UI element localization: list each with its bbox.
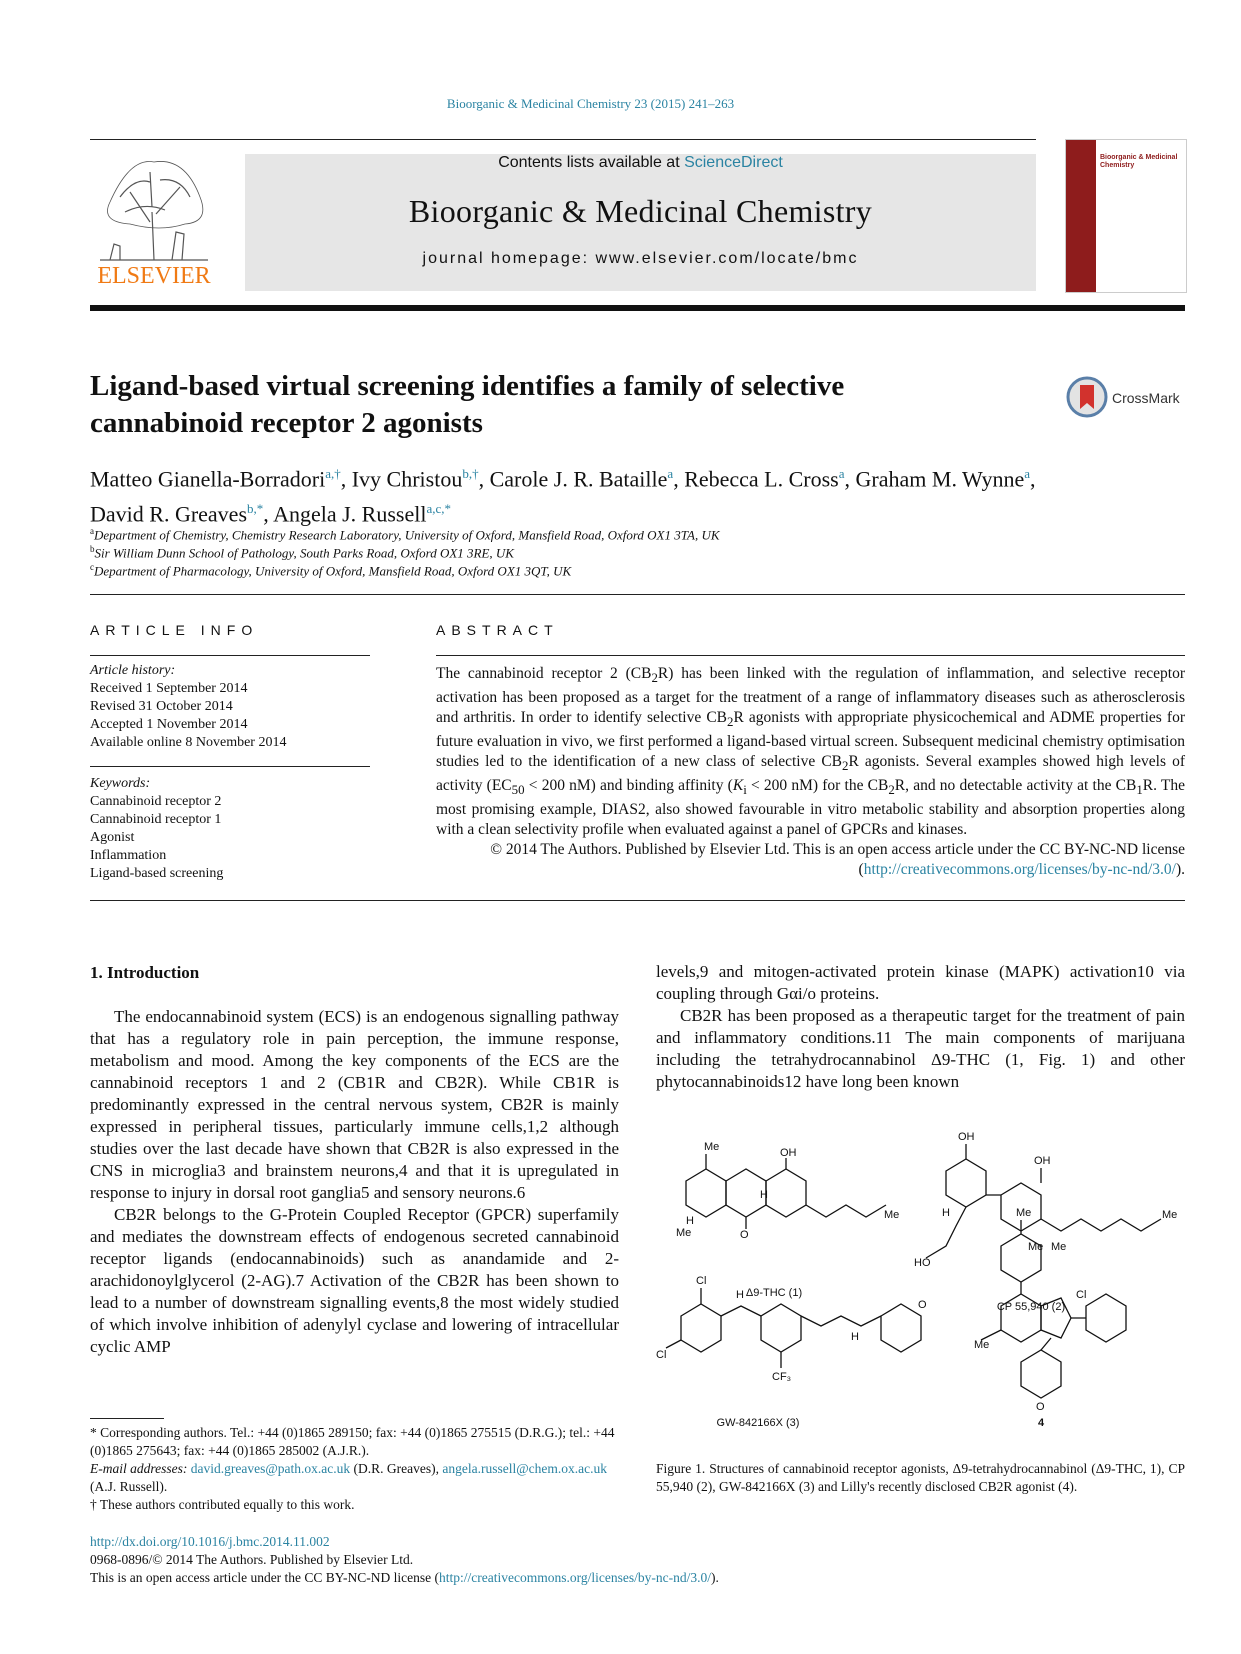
author-sup[interactable]: a,c,* bbox=[426, 501, 451, 517]
svg-text:H: H bbox=[736, 1289, 744, 1301]
email-link[interactable]: angela.russell@chem.ox.ac.uk bbox=[442, 1461, 607, 1476]
license-link[interactable]: http://creativecommons.org/licenses/by-nc-nd/3.0/ bbox=[863, 861, 1176, 879]
accepted-date: Accepted 1 November 2014 bbox=[90, 717, 248, 732]
divider bbox=[90, 766, 370, 767]
issn-line: 0968-0896/© 2014 The Authors. Published by Elsevier Ltd. bbox=[90, 1552, 414, 1567]
contents-line bbox=[245, 154, 1036, 171]
email-note bbox=[90, 1460, 619, 1496]
journal-name: Bioorganic & Medicinal Chemistry bbox=[408, 193, 873, 229]
author-sup[interactable]: b,† bbox=[462, 466, 479, 481]
keyword: Inflammation bbox=[90, 848, 167, 863]
article-history bbox=[90, 662, 370, 752]
crossmark-icon bbox=[1066, 376, 1108, 418]
svg-text:H: H bbox=[851, 1331, 859, 1343]
svg-text:O: O bbox=[918, 1299, 927, 1311]
paragraph: The endocannabinoid system (ECS) is an endogenous signalling pathway that has a regulatory role in pain perception, the immune response, metabolism and mood. Among the key components of the ECS are the cannabinoid receptors 1 and 2 (CB1R and CB2R). While CB1R is predominantly expressed in the central nervous system, CB2R is mainly expressed in peripheral tissues, particularly immune cells,1,2 although studies over the last decade have shown that CB2R is also expressed in the CNS in microglia3 and brainstem neurons,4 and that it is upregulated in response to injury in dorsal root ganglia5 and sensory neurons.6 bbox=[90, 1007, 619, 1202]
chemical-structures bbox=[656, 1126, 1185, 1446]
title-line-1: Ligand-based virtual screening identifies a family of selective bbox=[90, 370, 845, 402]
abstract-heading: ABSTRACT bbox=[436, 622, 559, 638]
svg-text:Me: Me bbox=[884, 1209, 900, 1221]
svg-text:OH: OH bbox=[1034, 1155, 1051, 1167]
received-date: Received 1 September 2014 bbox=[90, 681, 248, 696]
svg-text:Me: Me bbox=[676, 1227, 692, 1239]
email-label: E-mail addresses: bbox=[90, 1461, 188, 1476]
divider bbox=[90, 594, 1185, 595]
title-line-2: cannabinoid receptor 2 agonists bbox=[90, 407, 483, 439]
affiliation-text: Department of Pharmacology, University of Oxford, Mansfield Road, Oxford OX1 3QT, UK bbox=[94, 563, 572, 579]
svg-text:CF₃: CF₃ bbox=[772, 1371, 792, 1383]
elsevier-logo bbox=[90, 152, 218, 290]
abstract-text: The cannabinoid receptor 2 $(CB_2R)$ has been linked with the regulation of inflammation, and selective receptor activation has been proposed as a target for the treatment of a range of inflammatory diseases such as atherosclerosis and arthritis. In order to identify selective $CB_2R$ agonists with appropriate physicochemical and ADME properties for future evaluation in vivo, we first performed a ligand-based virtual screen. Subsequent medicinal chemistry optimisation studies led to the identification of a new class of selective $CB_2R$ agonists. Several examples showed high levels of activity ($EC_{50} < 200$ nM) and binding affinity ($K_i < 200$ nM) for the $CB_2R$, and no detectable activity at the $CB_1R$. The most promising example, DIAS2, also showed favourable in vitro metabolic stability and absorption properties along with a clean selectivity profile when evaluated against a panel of GPCRs and kinases. bbox=[436, 665, 1186, 839]
author: Rebecca L. Cross bbox=[684, 466, 839, 492]
contents-prefix: Contents lists available at bbox=[498, 154, 685, 171]
svg-text:OH: OH bbox=[958, 1131, 975, 1143]
email-link[interactable]: david.greaves@path.ox.ac.uk bbox=[190, 1461, 351, 1476]
affiliation bbox=[90, 562, 571, 579]
online-date: Available online 8 November 2014 bbox=[90, 735, 287, 750]
history-label: Article history: bbox=[90, 663, 176, 678]
header-thick-rule bbox=[90, 305, 1185, 311]
svg-text:Cl: Cl bbox=[1076, 1289, 1087, 1301]
figure-1 bbox=[656, 1126, 1185, 1429]
structure-label: 4 bbox=[1037, 1417, 1045, 1429]
svg-text:Me: Me bbox=[704, 1141, 720, 1153]
abstract-body bbox=[436, 664, 1185, 880]
author: Ivy Christou bbox=[351, 466, 463, 492]
page-footer bbox=[90, 1533, 1185, 1587]
equal-contribution-note: † These authors contributed equally to this work. bbox=[90, 1497, 355, 1512]
cover-spine bbox=[1066, 140, 1096, 292]
svg-text:H: H bbox=[760, 1189, 768, 1201]
body-right-column bbox=[656, 961, 1185, 1093]
author-list: Matteo Gianella-Borradori$^{a,\dagger}$, Ivy Christou$^{b,\dagger}$, Carole J. R. Bataille$^a$, Rebecca L. Cross$^a$, Graham M. Wynne$^a$, David R. Greaves$^{b,*}$, Angela J. Russell$^{a,c,*}$ bbox=[90, 466, 1036, 527]
svg-text:Me: Me bbox=[974, 1339, 990, 1351]
corresponding-note: * Corresponding authors. Tel.: +44 (0)1865 289150; fax: +44 (0)1865 275515 (D.R.G.); tel.: +44 (0)1865 275643; fax: +44 (0)1865 285002 (A.J.R.). bbox=[90, 1425, 615, 1458]
body-left-column bbox=[90, 1006, 619, 1358]
journal-cover[interactable] bbox=[1065, 139, 1187, 293]
elsevier-tree-icon bbox=[90, 152, 218, 262]
section-heading: 1. Introduction bbox=[90, 963, 200, 982]
footnotes bbox=[90, 1424, 619, 1514]
header-rule bbox=[90, 139, 1036, 140]
footnote-rule bbox=[90, 1418, 164, 1419]
revised-date: Revised 31 October 2014 bbox=[90, 699, 233, 714]
svg-text:OH: OH bbox=[780, 1147, 797, 1159]
keyword: Cannabinoid receptor 1 bbox=[90, 812, 222, 827]
svg-text:Me: Me bbox=[1162, 1209, 1178, 1221]
email-owner: (A.J. Russell). bbox=[90, 1479, 168, 1494]
svg-text:O: O bbox=[1036, 1401, 1045, 1413]
license-link[interactable]: http://creativecommons.org/licenses/by-nc-nd/3.0/ bbox=[439, 1570, 711, 1585]
open-access-line: This is an open access article under the CC BY-NC-ND license (http://creativecommons.org/licenses/by-nc-nd/3.0/). bbox=[90, 1570, 719, 1585]
paragraph: CB2R belongs to the G-Protein Coupled Receptor (GPCR) superfamily and mediates the downstream effects of endogenous secreted cannabinoid receptor ligands (endocannabinoids) such as anandamide and 2-arachidonoylglycerol (2-AG).7 Activation of the CB2R has been shown to lead to a number of downstream signalling events,8 the most widely studied of which involve inhibition of adenylyl cyclase and lowering of intracellular cyclic AMP bbox=[90, 1205, 619, 1356]
abstract-license: © 2014 The Authors. Published by Elsevier Ltd. This is an open access article under the CC BY-NC-ND license (http://creativecommons.org/licenses/by-nc-nd/3.0/). bbox=[490, 841, 1185, 879]
author: Carole J. R. Bataille bbox=[489, 466, 668, 492]
affiliation bbox=[90, 544, 514, 561]
author-sup[interactable]: a,† bbox=[325, 466, 341, 481]
svg-text:Cl: Cl bbox=[696, 1275, 707, 1287]
article-info-heading: ARTICLE INFO bbox=[90, 622, 259, 638]
publisher-name: ELSEVIER bbox=[97, 263, 211, 289]
author-sup[interactable]: b,* bbox=[247, 501, 264, 517]
keywords bbox=[90, 775, 370, 883]
email-owner: (D.R. Greaves), bbox=[353, 1461, 439, 1476]
structure-label: GW-842166X (3) bbox=[716, 1417, 800, 1429]
svg-text:H: H bbox=[686, 1215, 694, 1227]
svg-text:Me: Me bbox=[1016, 1207, 1032, 1219]
crossmark-badge[interactable] bbox=[1066, 376, 1186, 422]
journal-banner bbox=[245, 154, 1036, 291]
keyword: Agonist bbox=[90, 830, 135, 845]
keywords-label: Keywords: bbox=[90, 776, 151, 791]
affiliation-sup: a bbox=[90, 526, 94, 536]
author-sup[interactable]: a bbox=[838, 466, 845, 481]
figure-caption: Figure 1. Structures of cannabinoid receptor agonists, Δ9-tetrahydrocannabinol (Δ9-THC, 1), CP 55,940 (2), GW-842166X (3) and Lilly's recently disclosed CB2R agonist (4). bbox=[656, 1461, 1185, 1494]
keyword: Cannabinoid receptor 2 bbox=[90, 794, 222, 809]
author: David R. Greaves bbox=[90, 501, 248, 527]
doi-link[interactable]: http://dx.doi.org/10.1016/j.bmc.2014.11.002 bbox=[90, 1534, 330, 1549]
affiliation-text: Department of Chemistry, Chemistry Research Laboratory, University of Oxford, Mansfield Road, Oxford OX1 3TA, UK bbox=[94, 527, 720, 543]
author: Angela J. Russell bbox=[273, 501, 427, 527]
structure-label: CP 55,940 (2) bbox=[996, 1301, 1066, 1313]
affiliation-text: Sir William Dunn School of Pathology, South Parks Road, Oxford OX1 3RE, UK bbox=[94, 545, 514, 561]
svg-text:H: H bbox=[942, 1207, 950, 1219]
svg-text:HO: HO bbox=[914, 1257, 931, 1269]
svg-text:O: O bbox=[740, 1229, 749, 1241]
author-sup[interactable]: a bbox=[667, 466, 674, 481]
cover-title: Bioorganic & Medicinal Chemistry bbox=[1100, 154, 1178, 169]
divider bbox=[90, 900, 1185, 901]
journal-homepage[interactable]: journal homepage: www.elsevier.com/locate/bmc bbox=[422, 250, 859, 267]
structure-label: Δ9-THC (1) bbox=[745, 1287, 803, 1299]
svg-text:Me: Me bbox=[1028, 1241, 1044, 1253]
keyword: Ligand-based screening bbox=[90, 866, 224, 881]
divider bbox=[90, 655, 370, 656]
journal-reference[interactable]: Bioorganic & Medicinal Chemistry 23 (2015) 241–263 bbox=[446, 96, 735, 111]
author: Graham M. Wynne bbox=[855, 466, 1025, 492]
divider bbox=[436, 655, 1185, 656]
paragraph: CB2R has been proposed as a therapeutic target for the treatment of pain and inflammatory conditions.11 The main components of marijuana including the tetrahydrocannabinol Δ9-THC (1, Fig. 1) and other phytocannabinoids12 have long been known bbox=[656, 1006, 1185, 1091]
affiliation-sup: b bbox=[90, 544, 95, 554]
affiliation bbox=[90, 526, 720, 543]
paragraph: levels,9 and mitogen-activated protein kinase (MAPK) activation10 via coupling through Gαi/o proteins. bbox=[656, 962, 1185, 1003]
sciencedirect-link[interactable]: ScienceDirect bbox=[684, 154, 783, 171]
article-title bbox=[90, 368, 990, 442]
author: Matteo Gianella-Borradori bbox=[90, 466, 326, 492]
svg-text:Cl: Cl bbox=[656, 1349, 667, 1361]
author-sup[interactable]: a bbox=[1024, 466, 1031, 481]
svg-text:Me: Me bbox=[1051, 1241, 1067, 1253]
affiliation-sup: c bbox=[90, 562, 94, 572]
crossmark-label: CrossMark bbox=[1112, 390, 1180, 406]
